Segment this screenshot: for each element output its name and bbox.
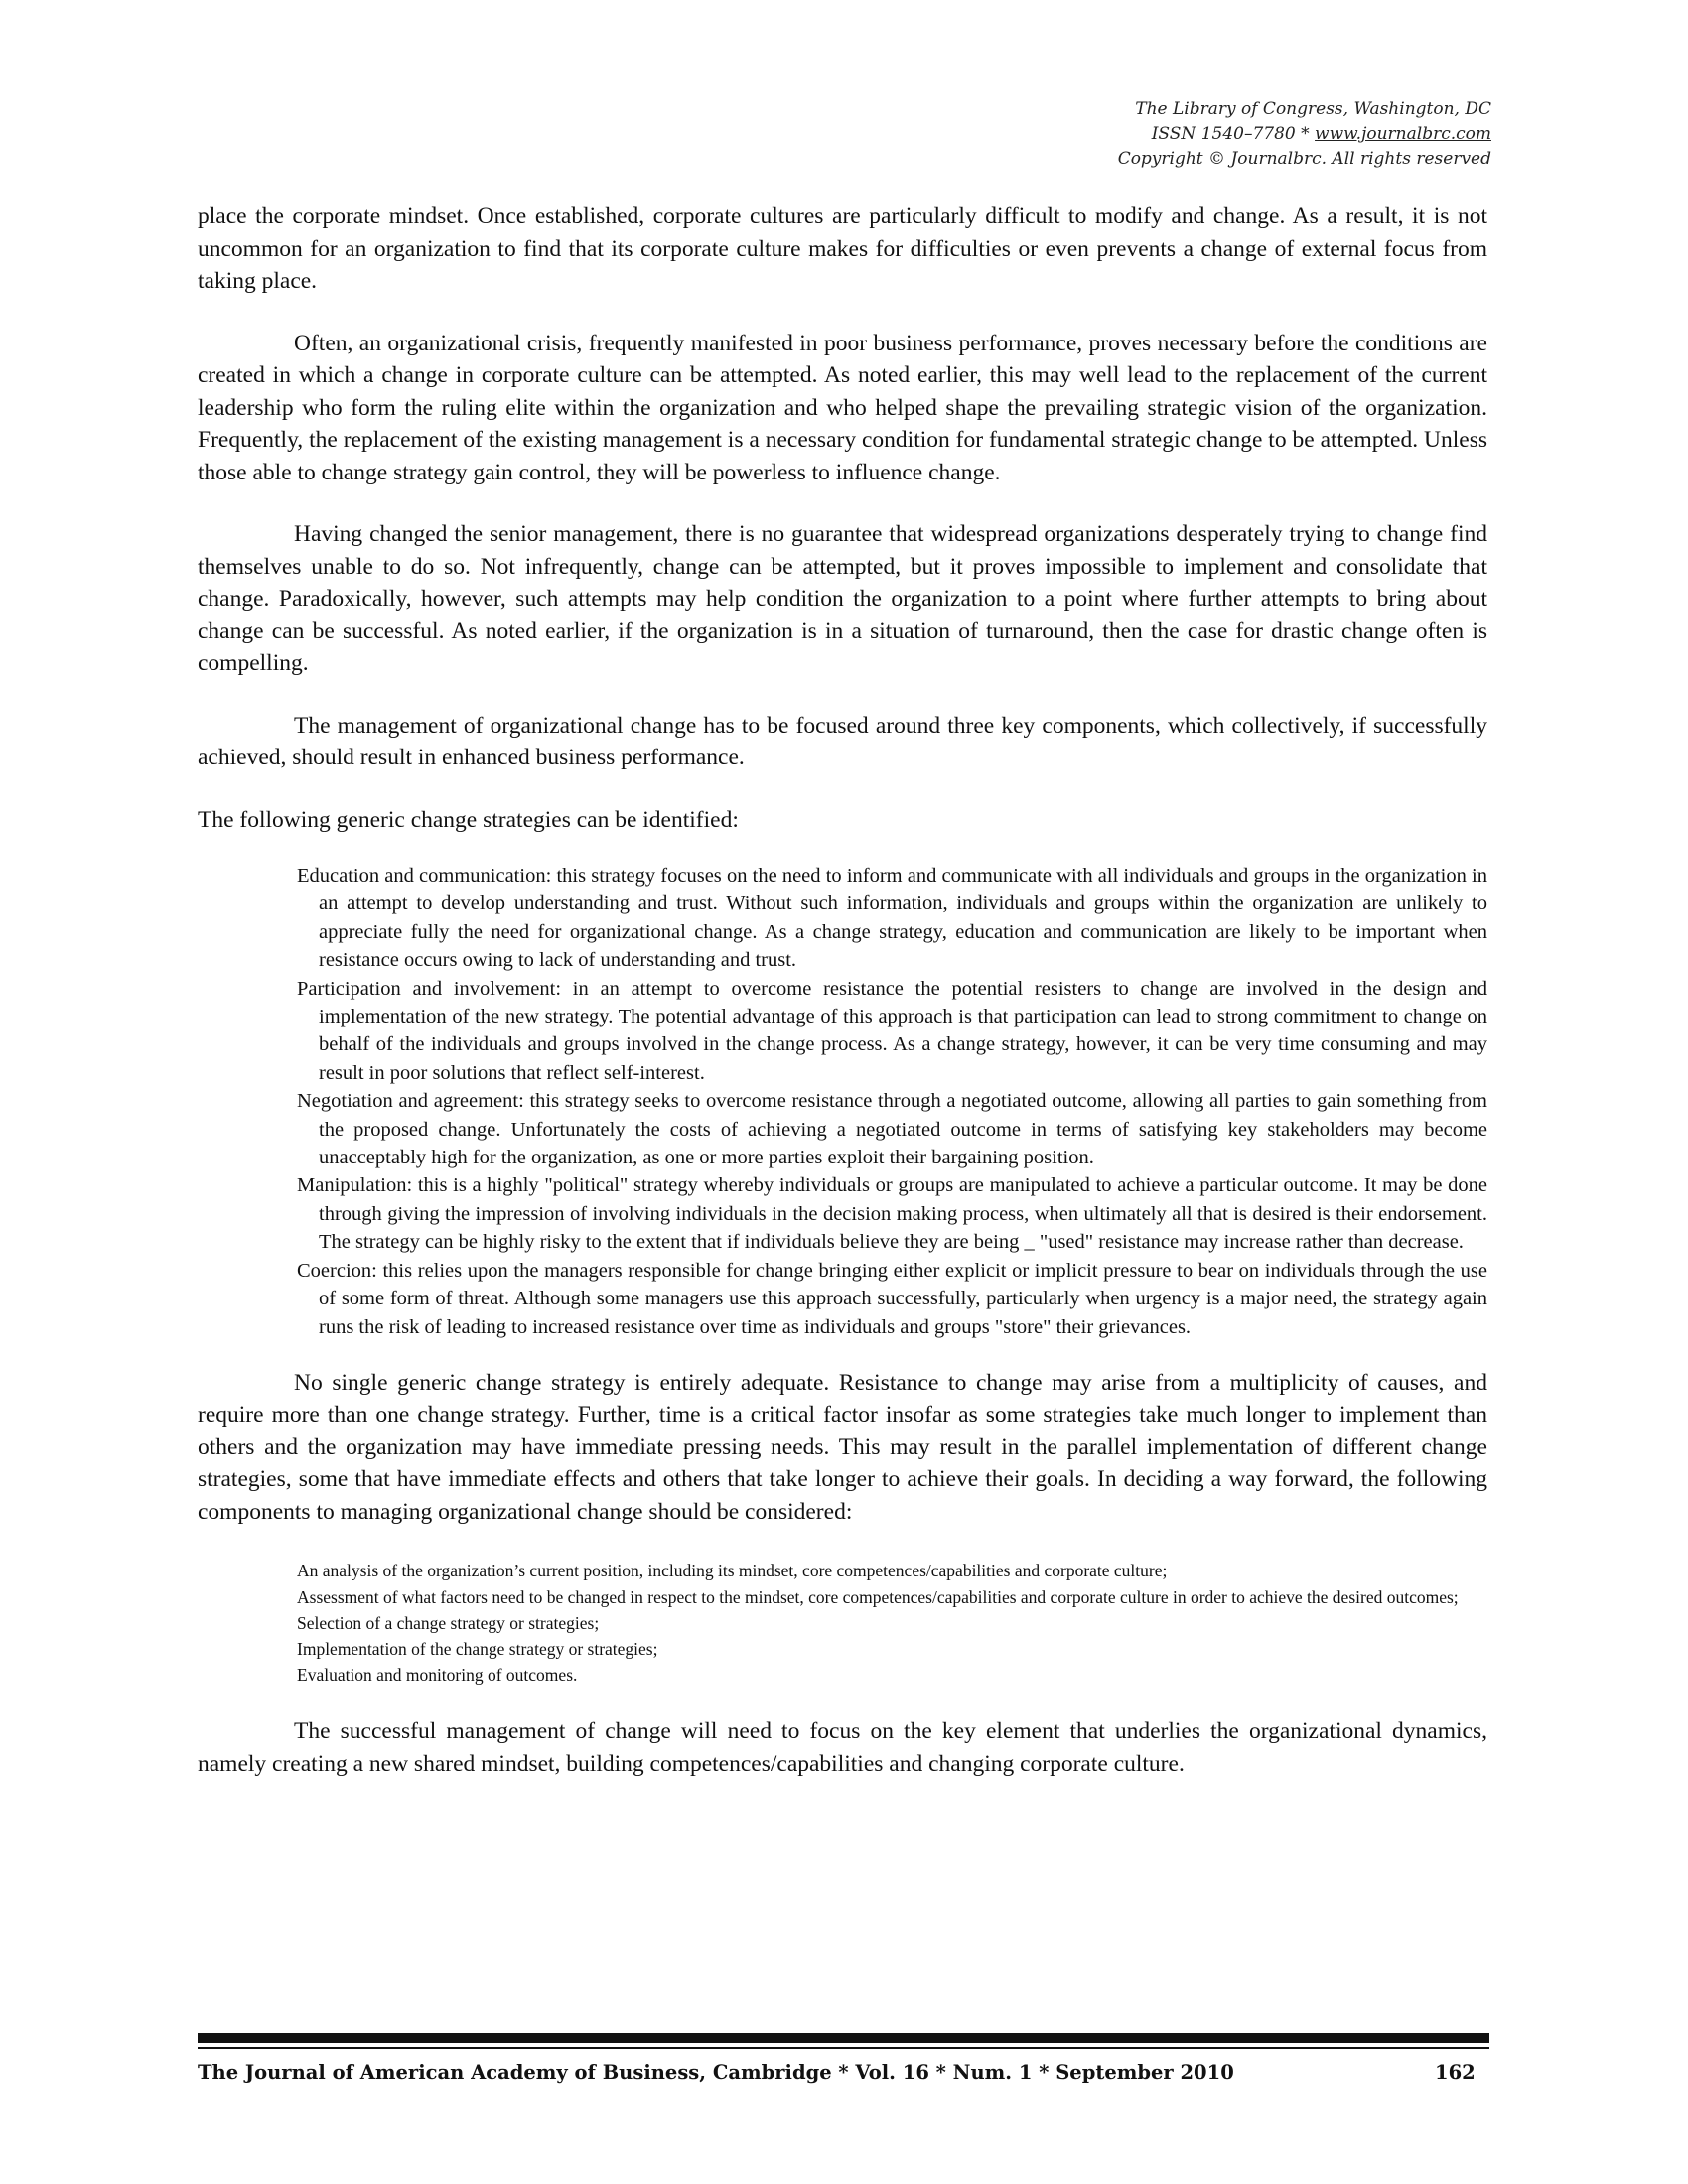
strategy-item-education: Education and communication: this strategy focuses on the need to inform and communicate with all individuals and groups in the organization in an attempt to develop understanding and trust. Without such information, individuals and groups within the organization are unlikely to appreciate fully the need for organizational change. As a change strategy, education and communication are likely to be important when resistance occurs owing to lack of understanding and trust.: [297, 865, 1487, 972]
paragraph-conclusion: The successful management of change will need to focus on the key element that underlies the organizational dynamics, namely creating a new shared mindset, building competences/capabilities and changing corporate culture.: [198, 1718, 1487, 1777]
footer-rule-thin: [198, 2047, 1489, 2049]
footer-journal-citation: The Journal of American Academy of Business, Cambridge * Vol. 16 * Num. 1 * September 2010: [198, 2061, 1234, 2084]
footer-rule-thick: [198, 2033, 1489, 2043]
paragraph-no-single-strategy: No single generic change strategy is entirely adequate. Resistance to change may arise from a multiplicity of causes, and require more than one change strategy. Further, time is a critical factor insofar as some strategies take much longer to implement than others and the organization may have immediate pressing needs. This may result in the parallel implementation of different change strategies, some that have immediate effects and others that take longer to achieve their goals. In deciding a way forward, the following components to managing organizational change should be considered:: [198, 1369, 1487, 1525]
strategy-item-participation: Participation and involvement: in an attempt to overcome resistance the potential resisters to change are involved in the design and implementation of the new strategy. The potential advantage of this approach is that participation can lead to strong commitment to change on behalf of the individuals and groups involved in the change process. As a change strategy, however, it can be very time consuming and may result in poor solutions that reflect self-interest.: [297, 977, 1487, 1084]
strategy-item-manipulation: Manipulation: this is a highly "political" strategy whereby individuals or groups are manipulated to achieve a particular outcome. It may be done through giving the impression of involving individuals in the decision making process, when ultimately all that is desired is their endorsement. The strategy can be highly risky to the extent that if individuals believe they are being _ "used" resistance may increase rather than decrease.: [297, 1174, 1487, 1254]
component-item-selection: Selection of a change strategy or strategies;: [297, 1612, 600, 1633]
paragraph-crisis: Often, an organizational crisis, frequently manifested in poor business performance, proves necessary before the conditions are created in which a change in corporate culture can be attempted. As noted earlier, this may well lead to the replacement of the current leadership who form the ruling elite within the organization and who helped shape the prevailing strategic vision of the organization. Frequently, the replacement of the existing management is a necessary condition for fundamental strategic change to be attempted. Unless those able to change strategy gain control, they will be powerless to influence change.: [198, 330, 1487, 485]
header-issn-line: [896, 122, 1491, 147]
header-separator: *: [1295, 124, 1316, 144]
paragraph-continuation: place the corporate mindset. Once established, corporate cultures are particularly difficult to modify and change. As a result, it is not uncommon for an organization to find that its corporate culture makes for difficulties or even prevents a change of external focus from taking place.: [198, 204, 1487, 294]
component-item-implementation: Implementation of the change strategy or strategies;: [297, 1639, 658, 1660]
running-header: [896, 97, 1491, 172]
paragraph-senior-management: Having changed the senior management, there is no guarantee that widespread organizations desperately trying to change find themselves unable to do so. Not infrequently, change can be attempted, but it proves impossible to implement and consolidate that change. Paradoxically, however, such attempts may help condition the organization to a point where further attempts to bring about change can be successful. As noted earlier, if the organization is in a situation of turnaround, then the case for drastic change often is compelling.: [198, 521, 1487, 676]
component-list: [297, 1558, 1487, 1688]
header-library-line: The Library of Congress, Washington, DC: [1135, 99, 1491, 119]
header-copyright-line: Copyright © Journalbrc. All rights reserved: [1117, 149, 1491, 169]
component-item-evaluation: Evaluation and monitoring of outcomes.: [297, 1665, 578, 1686]
component-item-analysis: An analysis of the organization’s current position, including its mindset, core competences/capabilities and corporate culture;: [297, 1561, 1168, 1581]
strategy-item-negotiation: Negotiation and agreement: this strategy seeks to overcome resistance through a negotiated outcome, allowing all parties to gain something from the proposed change. Unfortunately the costs of achieving a negotiated outcome in terms of satisfying key stakeholders may become unacceptably high for the organization, as one or more parties exploit their bargaining position.: [297, 1090, 1487, 1169]
strategy-item-coercion: Coercion: this relies upon the managers responsible for change bringing either explicit or implicit pressure to bear on individuals through the use of some form of threat. Although some managers use this approach successfully, particularly when urgency is a major need, the strategy again runs the risk of leading to increased resistance over time as individuals and groups "store" their grievances.: [297, 1259, 1487, 1338]
header-issn: ISSN 1540–7780: [1151, 124, 1296, 144]
page-number: 162: [1435, 2061, 1476, 2084]
article-body: [198, 201, 1487, 1810]
paragraph-three-components: The management of organizational change has to be focused around three key components, which collectively, if successfully achieved, should result in enhanced business performance.: [198, 712, 1487, 770]
strategies-intro: The following generic change strategies can be identified:: [198, 806, 739, 833]
component-item-assessment: Assessment of what factors need to be changed in respect to the mindset, core competences/capabilities and corporate culture in order to achieve the desired outcomes;: [297, 1586, 1459, 1607]
strategy-list: [297, 862, 1487, 1341]
header-url-link[interactable]: www.journalbrc.com: [1315, 124, 1491, 144]
